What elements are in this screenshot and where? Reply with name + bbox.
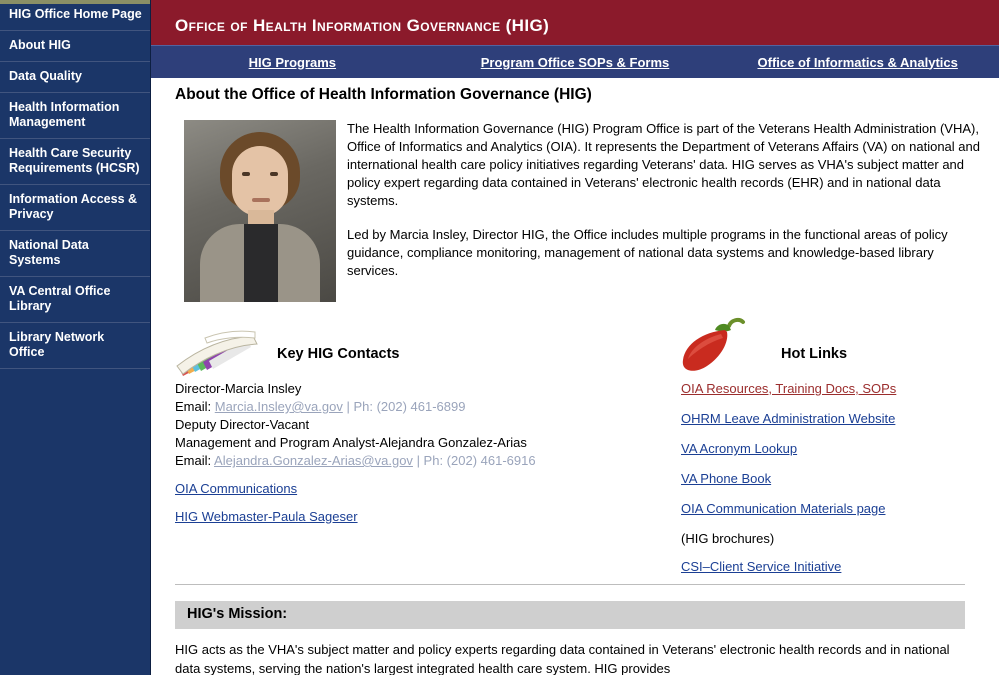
site-header <box>151 0 999 45</box>
analyst-email-link[interactable]: Alejandra.Gonzalez-Arias@va.gov <box>214 453 413 468</box>
contacts-and-links <box>151 316 999 574</box>
nav-program-office-sops-forms[interactable]: Program Office SOPs & Forms <box>480 54 670 70</box>
oia-communications-link[interactable]: OIA Communications <box>175 481 298 496</box>
analyst-phone: | Ph: (202) 461-6916 <box>416 453 536 468</box>
main-content <box>151 78 999 675</box>
intro-section <box>151 120 999 310</box>
site-title: Office of Health Information Governance (HIG) <box>175 16 550 35</box>
hotlink-va-acronym-lookup[interactable]: VA Acronym Lookup <box>681 441 798 456</box>
sidebar-item-information-access-privacy[interactable]: Information Access & Privacy <box>0 185 150 231</box>
sidebar <box>0 0 151 675</box>
mission-text: HIG acts as the VHA's subject matter and policy experts regarding data contained in Veterans' electronic health records and in national data systems, serving the nation's largest integrated health care system. HIG provides <box>175 642 950 675</box>
hig-webmaster-link[interactable]: HIG Webmaster-Paula Sageser <box>175 509 358 524</box>
sidebar-item-health-information-management[interactable]: Health Information Management <box>0 93 150 139</box>
contacts-details <box>175 380 605 526</box>
pepper-icon <box>681 316 773 378</box>
analyst-name: Management and Program Analyst-Alejandra Gonzalez-Arias <box>175 435 527 450</box>
analyst-contact-line <box>175 452 605 470</box>
nav-office-informatics-analytics[interactable]: Office of Informatics & Analytics <box>757 54 958 70</box>
hotlinks-header <box>681 316 991 378</box>
mission-heading-bar <box>175 601 965 629</box>
director-email-label: Email: <box>175 399 212 414</box>
page-title: About the Office of Health Information Governance (HIG) <box>175 86 592 103</box>
hotlink-oia-communication-materials[interactable]: OIA Communication Materials page <box>681 501 886 516</box>
sidebar-item-data-quality[interactable]: Data Quality <box>0 62 150 93</box>
hotlink-va-phone-book[interactable]: VA Phone Book <box>681 471 772 486</box>
hotlink-oia-resources[interactable]: OIA Resources, Training Docs, SOPs <box>681 381 897 396</box>
director-contact-line <box>175 398 605 416</box>
nav-hig-programs[interactable]: HIG Programs <box>248 54 337 70</box>
sidebar-item-national-data-systems[interactable]: National Data Systems <box>0 231 150 277</box>
deputy-director-line: Deputy Director-Vacant <box>175 417 310 432</box>
hotlink-csi-client-service-initiative[interactable]: CSI–Client Service Initiative <box>681 559 842 574</box>
intro-paragraph-1: The Health Information Governance (HIG) Program Office is part of the Veterans Health Administration (VHA), Office of Informatics and Analytics (OIA). It represents the Department of Veterans Affairs (VA) on national and international health care policy initiatives regarding Veterans' data. HIG serves as VHA's subject matter and policy expert regarding data contained in Veterans' electronic health records (EHR) and in national data systems. <box>347 121 980 208</box>
hotlinks-list <box>681 380 991 576</box>
sidebar-item-hig-office-home-page[interactable]: HIG Office Home Page <box>0 4 150 31</box>
primary-navigation <box>151 45 999 78</box>
intro-paragraph-2: Led by Marcia Insley, Director HIG, the Office includes multiple programs in the functional areas of policy guidance, compliance monitoring, management of national data systems and knowledge-based library services. <box>347 227 948 278</box>
hotlink-ohrm-leave-administration[interactable]: OHRM Leave Administration Website <box>681 411 896 426</box>
director-phone: | Ph: (202) 461-6899 <box>346 399 466 414</box>
hig-brochures-note: (HIG brochures) <box>681 531 775 546</box>
director-portrait <box>184 120 336 302</box>
director-name: Director-Marcia Insley <box>175 381 302 396</box>
contacts-heading: Key HIG Contacts <box>277 346 400 362</box>
hotlinks-heading: Hot Links <box>781 346 848 362</box>
sidebar-item-health-care-security-requirements[interactable]: Health Care Security Requirements (HCSR) <box>0 139 150 185</box>
director-email-link[interactable]: Marcia.Insley@va.gov <box>214 399 343 414</box>
hot-links-column <box>681 316 991 588</box>
section-divider <box>175 584 965 585</box>
sidebar-item-va-central-office-library[interactable]: VA Central Office Library <box>0 277 150 323</box>
key-hig-contacts-column <box>175 316 605 526</box>
sidebar-item-about-hig[interactable]: About HIG <box>0 31 150 62</box>
sidebar-item-library-network-office[interactable]: Library Network Office <box>0 323 150 369</box>
analyst-email-label: Email: <box>175 453 212 468</box>
mission-heading: HIG's Mission: <box>187 606 288 622</box>
intro-text <box>347 120 987 296</box>
books-icon <box>175 322 270 378</box>
contacts-header <box>175 316 605 378</box>
